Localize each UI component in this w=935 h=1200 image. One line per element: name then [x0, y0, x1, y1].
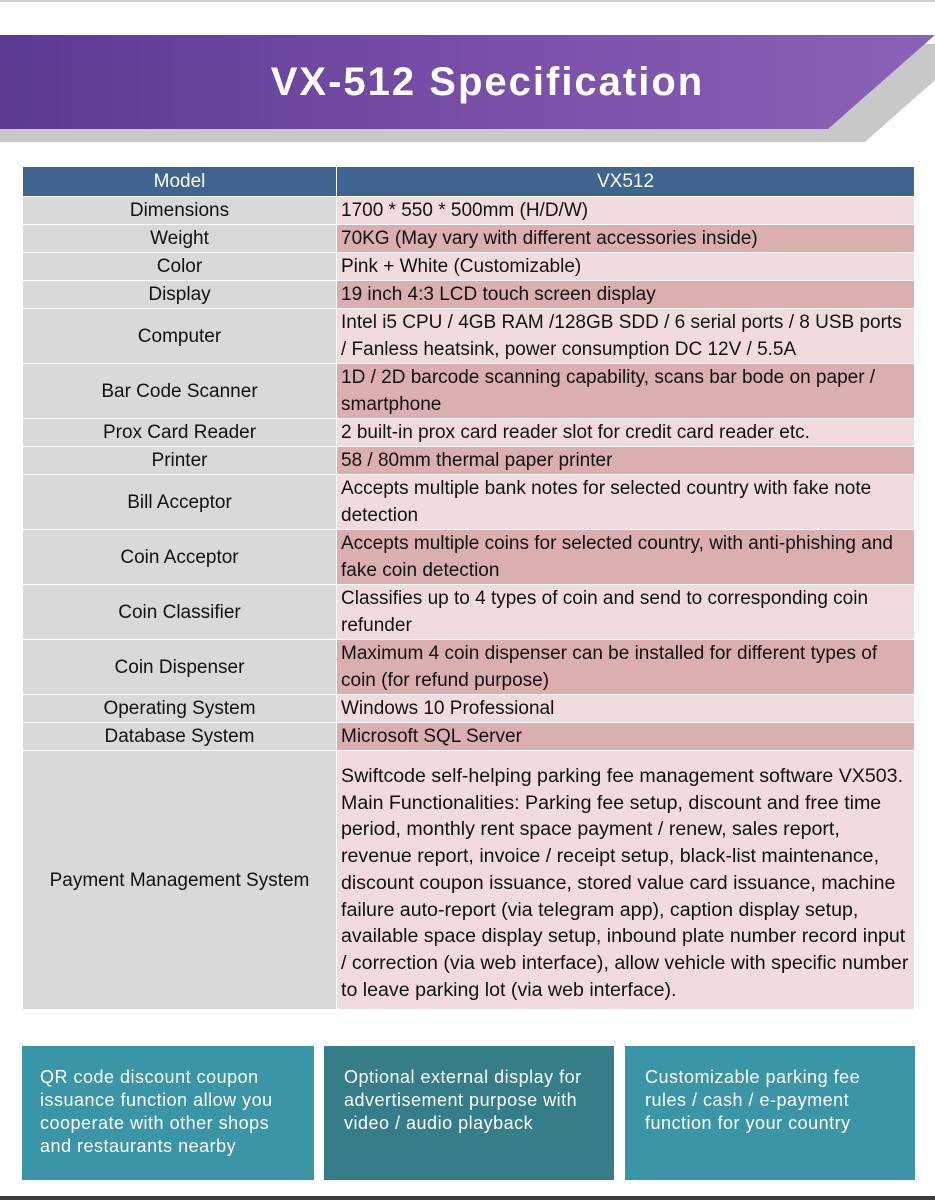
spec-label: Coin Acceptor	[23, 530, 337, 585]
spec-value: 70KG (May vary with different accessories inside)	[337, 225, 915, 253]
spec-label: Display	[23, 281, 337, 309]
spec-value: 19 inch 4:3 LCD touch screen display	[337, 281, 915, 309]
feature-text: QR code discount coupon issuance function allow you cooperate with other shops and restaurants nearby	[40, 1067, 273, 1156]
spec-value: Classifies up to 4 types of coin and send to corresponding coin refunder	[337, 585, 915, 640]
spec-label: Color	[23, 253, 337, 281]
spec-table	[22, 166, 915, 1010]
table-row	[23, 253, 915, 281]
spec-label: Computer	[23, 309, 337, 364]
table-row	[23, 585, 915, 640]
spec-label: Weight	[23, 225, 337, 253]
feature-box-qr-coupon	[22, 1046, 314, 1180]
spec-value: 58 / 80mm thermal paper printer	[337, 447, 915, 475]
header-value: VX512	[337, 167, 915, 197]
spec-label: Bill Acceptor	[23, 475, 337, 530]
spec-label: Operating System	[23, 695, 337, 723]
spec-label: Coin Dispenser	[23, 640, 337, 695]
table-row	[23, 419, 915, 447]
table-row	[23, 309, 915, 364]
spec-value: 1D / 2D barcode scanning capability, scans bar bode on paper / smartphone	[337, 364, 915, 419]
spec-value: 2 built-in prox card reader slot for credit card reader etc.	[337, 419, 915, 447]
table-row	[23, 281, 915, 309]
spec-label: Prox Card Reader	[23, 419, 337, 447]
table-row	[23, 197, 915, 225]
top-divider	[0, 0, 935, 2]
feature-box-external-display	[324, 1046, 614, 1180]
bottom-divider	[0, 1196, 935, 1200]
spec-value: 1700 * 550 * 500mm (H/D/W)	[337, 197, 915, 225]
spec-value: Swiftcode self-helping parking fee management software VX503. Main Functionalities: Parking fee setup, discount and free time period, monthly rent space payment / renew, sales report, revenue report, invoice / receipt setup, black-list maintenance, discount coupon issuance, stored value card issuance, machine failure auto-report (via telegram app), caption display setup, available space display setup, inbound plate number record input / correction (via web interface), allow vehicle with specific number to leave parking lot (via web interface).	[337, 751, 915, 1010]
feature-text: Optional external display for advertisement purpose with video / audio playback	[344, 1067, 582, 1133]
feature-box-customizable-fees	[625, 1046, 915, 1180]
table-row	[23, 447, 915, 475]
spec-value: Windows 10 Professional	[337, 695, 915, 723]
spec-value: Pink + White (Customizable)	[337, 253, 915, 281]
table-row	[23, 751, 915, 1010]
spec-label: Printer	[23, 447, 337, 475]
spec-label: Bar Code Scanner	[23, 364, 337, 419]
spec-label: Coin Classifier	[23, 585, 337, 640]
table-row	[23, 530, 915, 585]
table-row	[23, 364, 915, 419]
spec-label: Payment Management System	[23, 751, 337, 1010]
table-row	[23, 640, 915, 695]
spec-value: Maximum 4 coin dispenser can be installed for different types of coin (for refund purpose)	[337, 640, 915, 695]
spec-value: Accepts multiple bank notes for selected country with fake note detection	[337, 475, 915, 530]
page-title: VX-512 Specification	[270, 60, 705, 104]
spec-value: Microsoft SQL Server	[337, 723, 915, 751]
spec-value: Intel i5 CPU / 4GB RAM /128GB SDD / 6 serial ports / 8 USB ports / Fanless heatsink, power consumption DC 12V / 5.5A	[337, 309, 915, 364]
spec-label: Dimensions	[23, 197, 337, 225]
spec-label: Database System	[23, 723, 337, 751]
spec-value: Accepts multiple coins for selected country, with anti-phishing and fake coin detection	[337, 530, 915, 585]
feature-text: Customizable parking fee rules / cash / e-payment function for your country	[645, 1067, 861, 1133]
table-row	[23, 723, 915, 751]
table-row	[23, 695, 915, 723]
table-row	[23, 225, 915, 253]
table-header-row	[23, 167, 915, 197]
table-row	[23, 475, 915, 530]
header-key: Model	[23, 167, 337, 197]
